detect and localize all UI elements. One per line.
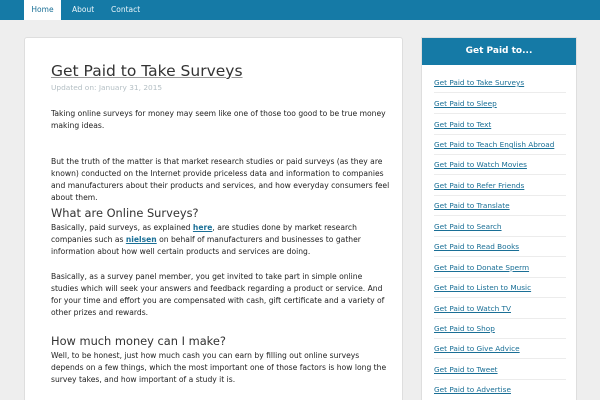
sidebar-link-take-surveys[interactable]: Get Paid to Take Surveys xyxy=(434,78,525,87)
here-link[interactable]: here xyxy=(192,223,213,232)
nav-about-link[interactable]: About xyxy=(72,5,95,14)
sidebar-divider xyxy=(434,113,566,114)
sidebar-link-advertise[interactable]: Get Paid to Advertise xyxy=(434,385,511,394)
sidebar-divider xyxy=(434,236,566,237)
nav-home-link[interactable]: Home xyxy=(24,0,61,20)
post-updated-date: Updated on: January 31, 2015 xyxy=(51,83,163,92)
sidebar-widget-title: Get Paid to... xyxy=(422,38,576,65)
definition-text-2: , are studies done by market research companies such as xyxy=(51,223,357,244)
sidebar-link-read-books[interactable]: Get Paid to Read Books xyxy=(434,242,520,251)
sidebar-link-donate[interactable]: Get Paid to Donate Sperm xyxy=(434,263,530,272)
sidebar-link-teach-english[interactable]: Get Paid to Teach English Abroad xyxy=(434,140,555,149)
sidebar-link-text[interactable]: Get Paid to Text xyxy=(434,120,492,129)
sidebar-link-tweet[interactable]: Get Paid to Tweet xyxy=(434,365,498,374)
truth-paragraph: But the truth of the matter is that market research studies or paid surveys (as they are known) conducted on the Internet provide priceless data and information to companies and manufacturers about their products and services, and how everyday consumers feel about them. xyxy=(51,157,390,202)
top-navigation-bar xyxy=(0,0,600,20)
sidebar-divider xyxy=(434,358,566,359)
sidebar-link-watch-tv[interactable]: Get Paid to Watch TV xyxy=(434,304,511,313)
post-title[interactable]: Get Paid to Take Surveys xyxy=(51,62,243,80)
sidebar-divider xyxy=(434,379,566,380)
sidebar-link-translate[interactable]: Get Paid to Translate xyxy=(434,201,510,210)
sidebar-link-give-advice[interactable]: Get Paid to Give Advice xyxy=(434,344,520,353)
definition-text-3: on behalf of manufacturers and businesses to gather information about how well certain products and services are doing. xyxy=(51,234,361,256)
earnings-paragraph: Well, to be honest, just how much cash you can earn by filling out online surveys depends on a few things, which the most important one of those factors is how long the survey takes, and how important of a study it is. xyxy=(51,351,387,384)
sidebar-widget xyxy=(421,37,577,400)
sidebar-link-refer-friends[interactable]: Get Paid to Refer Friends xyxy=(434,181,525,190)
heading-what-are-surveys: What are Online Surveys? xyxy=(51,206,199,220)
sidebar-link-sleep[interactable]: Get Paid to Sleep xyxy=(434,99,497,108)
sidebar-divider xyxy=(434,277,566,278)
sidebar-divider xyxy=(434,92,566,93)
sidebar-divider xyxy=(434,256,566,257)
intro-paragraph: Taking online surveys for money may seem like one of those too good to be true money making ideas. xyxy=(51,109,386,130)
nav-contact-link[interactable]: Contact xyxy=(111,5,141,14)
post-content xyxy=(24,37,403,400)
sidebar-divider xyxy=(434,338,566,339)
sidebar-divider xyxy=(434,154,566,155)
panel-member-paragraph: Basically, as a survey panel member, you get invited to take part in simple online studies which will seek your answers and feedback regarding a product or service. And for your time and effort you are compensated with cash, gift certificate and a variety of other prizes and rewards. xyxy=(51,272,385,317)
sidebar-link-listen-music[interactable]: Get Paid to Listen to Music xyxy=(434,283,532,292)
sidebar-link-search[interactable]: Get Paid to Search xyxy=(434,222,502,231)
sidebar-divider xyxy=(434,215,566,216)
nielsen-link[interactable]: nielsen xyxy=(125,234,157,244)
sidebar-divider xyxy=(434,174,566,175)
sidebar-divider xyxy=(434,297,566,298)
heading-how-much-money: How much money can I make? xyxy=(51,334,226,348)
sidebar-link-shop[interactable]: Get Paid to Shop xyxy=(434,324,495,333)
sidebar-divider xyxy=(434,318,566,319)
surveys-definition-paragraph xyxy=(51,222,391,258)
sidebar-divider xyxy=(434,195,566,196)
sidebar-link-watch-movies[interactable]: Get Paid to Watch Movies xyxy=(434,160,527,169)
definition-text-1: Basically, paid surveys, as explained xyxy=(51,223,193,232)
sidebar-divider xyxy=(434,134,566,135)
